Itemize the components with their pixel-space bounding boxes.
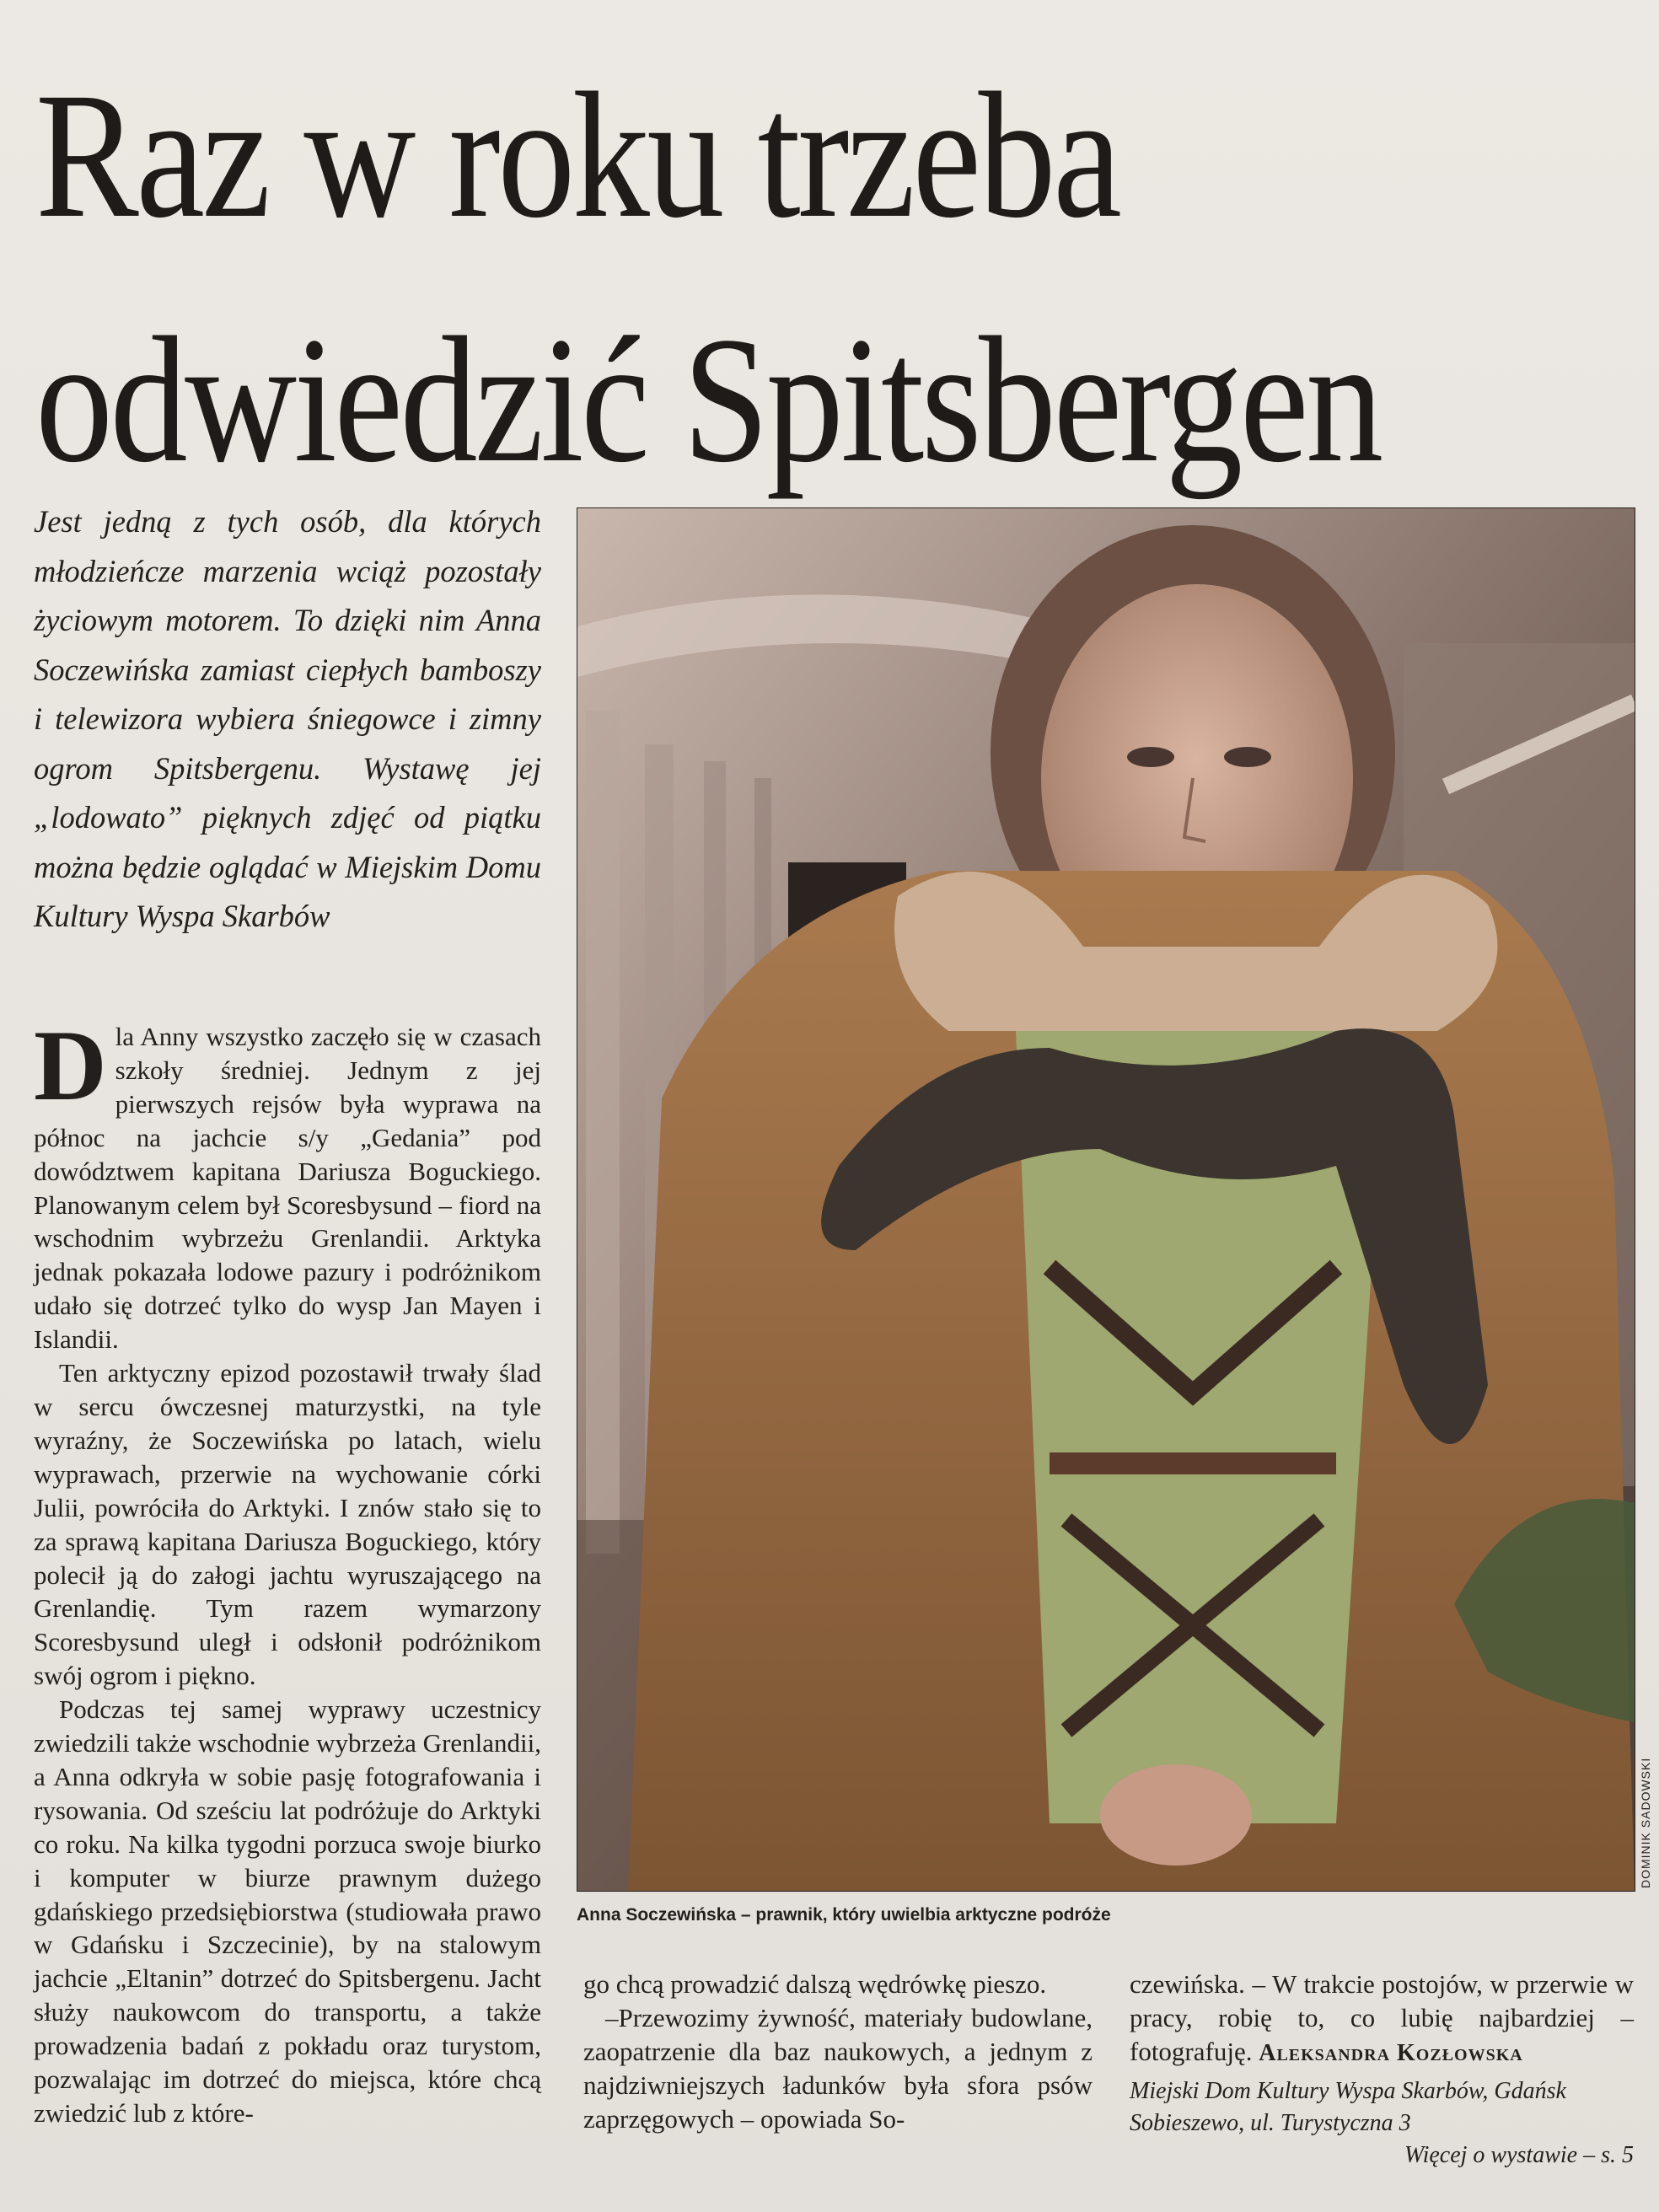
- article-paragraph-1: [34, 1009, 541, 1356]
- middle-paragraph-1: go chcą prowadzić dalszą wędrówkę pieszo.: [583, 1969, 1047, 1999]
- article-paragraph-2: Ten arktyczny epizod pozostawił trwały ślad w sercu ówczesnej maturzystki, na tyle wyraźny, że Soczewińska po latach, wielu wyprawach, przerwie na wychowanie córki Julii, powróciła do Arktyki. I znów stało się to za sprawą kapitana Dariusza Boguckiego, który polecił ją do załogi jachtu wyruszającego na Grenlandię. Tym razem wymarzony Scoresbysund uległ i odsłonił podróżnikom swój ogrom i piękno.: [34, 1358, 541, 1691]
- right-paragraph-1: [1130, 1968, 1634, 2070]
- right-paragraph-1-text: czewińska. – W trakcie postojów, w przerwie w pracy, robię to, co lubię najbardziej – fotografuję.: [1130, 1969, 1634, 2066]
- more-info-reference: Więcej o wystawie – s. 5: [1404, 2142, 1634, 2168]
- photo-credit: DOMINIK SADOWSKI: [1639, 1757, 1652, 1888]
- portrait-photo: [577, 507, 1635, 1892]
- lead-paragraph: Jest jedną z tych osób, dla których młodzieńcze marzenia wciąż pozostały życiowym motorem. To dzięki nim Anna Soczewińska zamiast ciepłych bamboszy i telewizora wybiera śniegowce i zimny ogrom Spitsbergenu. Wystawę jej „lodowato” pięknych zdjęć od piątku można będzie oglądać w Miejskim Domu Kultury Wyspa Skarbów: [34, 504, 541, 933]
- drop-cap: D: [34, 1009, 107, 1121]
- middle-paragraph-2: –Przewozimy żywność, materiały budowlane, zaopatrzenie dla baz naukowych, a jednym z najdziwniejszych ładunków była sfora psów zaprzęgowych – opowiada So-: [583, 2003, 1093, 2134]
- event-info: Miejski Dom Kultury Wyspa Skarbów, Gdańsk Sobieszewo, ul. Turystyczna 3: [1130, 2078, 1566, 2136]
- headline-line-2: odwiedzić Spitsbergen: [35, 300, 1381, 500]
- article-body-right-column: [1130, 1968, 1634, 2172]
- headline-line-1: Raz w roku trzeba: [35, 56, 1119, 255]
- portrait-illustration: [577, 508, 1635, 1891]
- article-paragraph-3: Podczas tej samej wyprawy uczestnicy zwiedzili także wschodnie wybrzeża Grenlandii, a Anna odkryła w sobie pasję fotografowania i rysowania. Od sześciu lat podróżuje do Arktyki co roku. Na kilka tygodni porzuca swoje biurko i komputer w biurze prawnym dużego gdańskiego przedsiębiorstwa (studiowała prawo w Gdańsku i Szczecinie), by na stalowym jachcie „Eltanin” dotrzeć do Spitsbergenu. Jacht służy naukowcom do transportu, a także prowadzenia badań z pokładu oraz turystom, pozwalając im dotrzeć do miejsca, które chcą zwiedzić lub z które-: [34, 1694, 541, 2128]
- article-body-middle-column: [583, 1968, 1093, 2136]
- article-body-left-column: [34, 1009, 541, 2130]
- photo-caption: Anna Soczewińska – prawnik, który uwielbia arktyczne podróże: [577, 1905, 1111, 1925]
- author-byline: Aleksandra Kozłowska: [1259, 2040, 1523, 2066]
- article-paragraph-1-text: la Anny wszystko zaczęło się w czasach szkoły średniej. Jednym z jej pierwszych rejsów była wyprawa na północ na jachcie s/y „Gedania” pod dowództwem kapitana Dariusza Boguckiego. Planowanym celem był Scoresbysund – fiord na wschodnim wybrzeżu Grenlandii. Arktyka jednak pokazała lodowe pazury i podróżnikom udało się dotrzeć tylko do wysp Jan Mayen i Islandii.: [34, 1022, 541, 1355]
- headline: [35, 34, 1413, 523]
